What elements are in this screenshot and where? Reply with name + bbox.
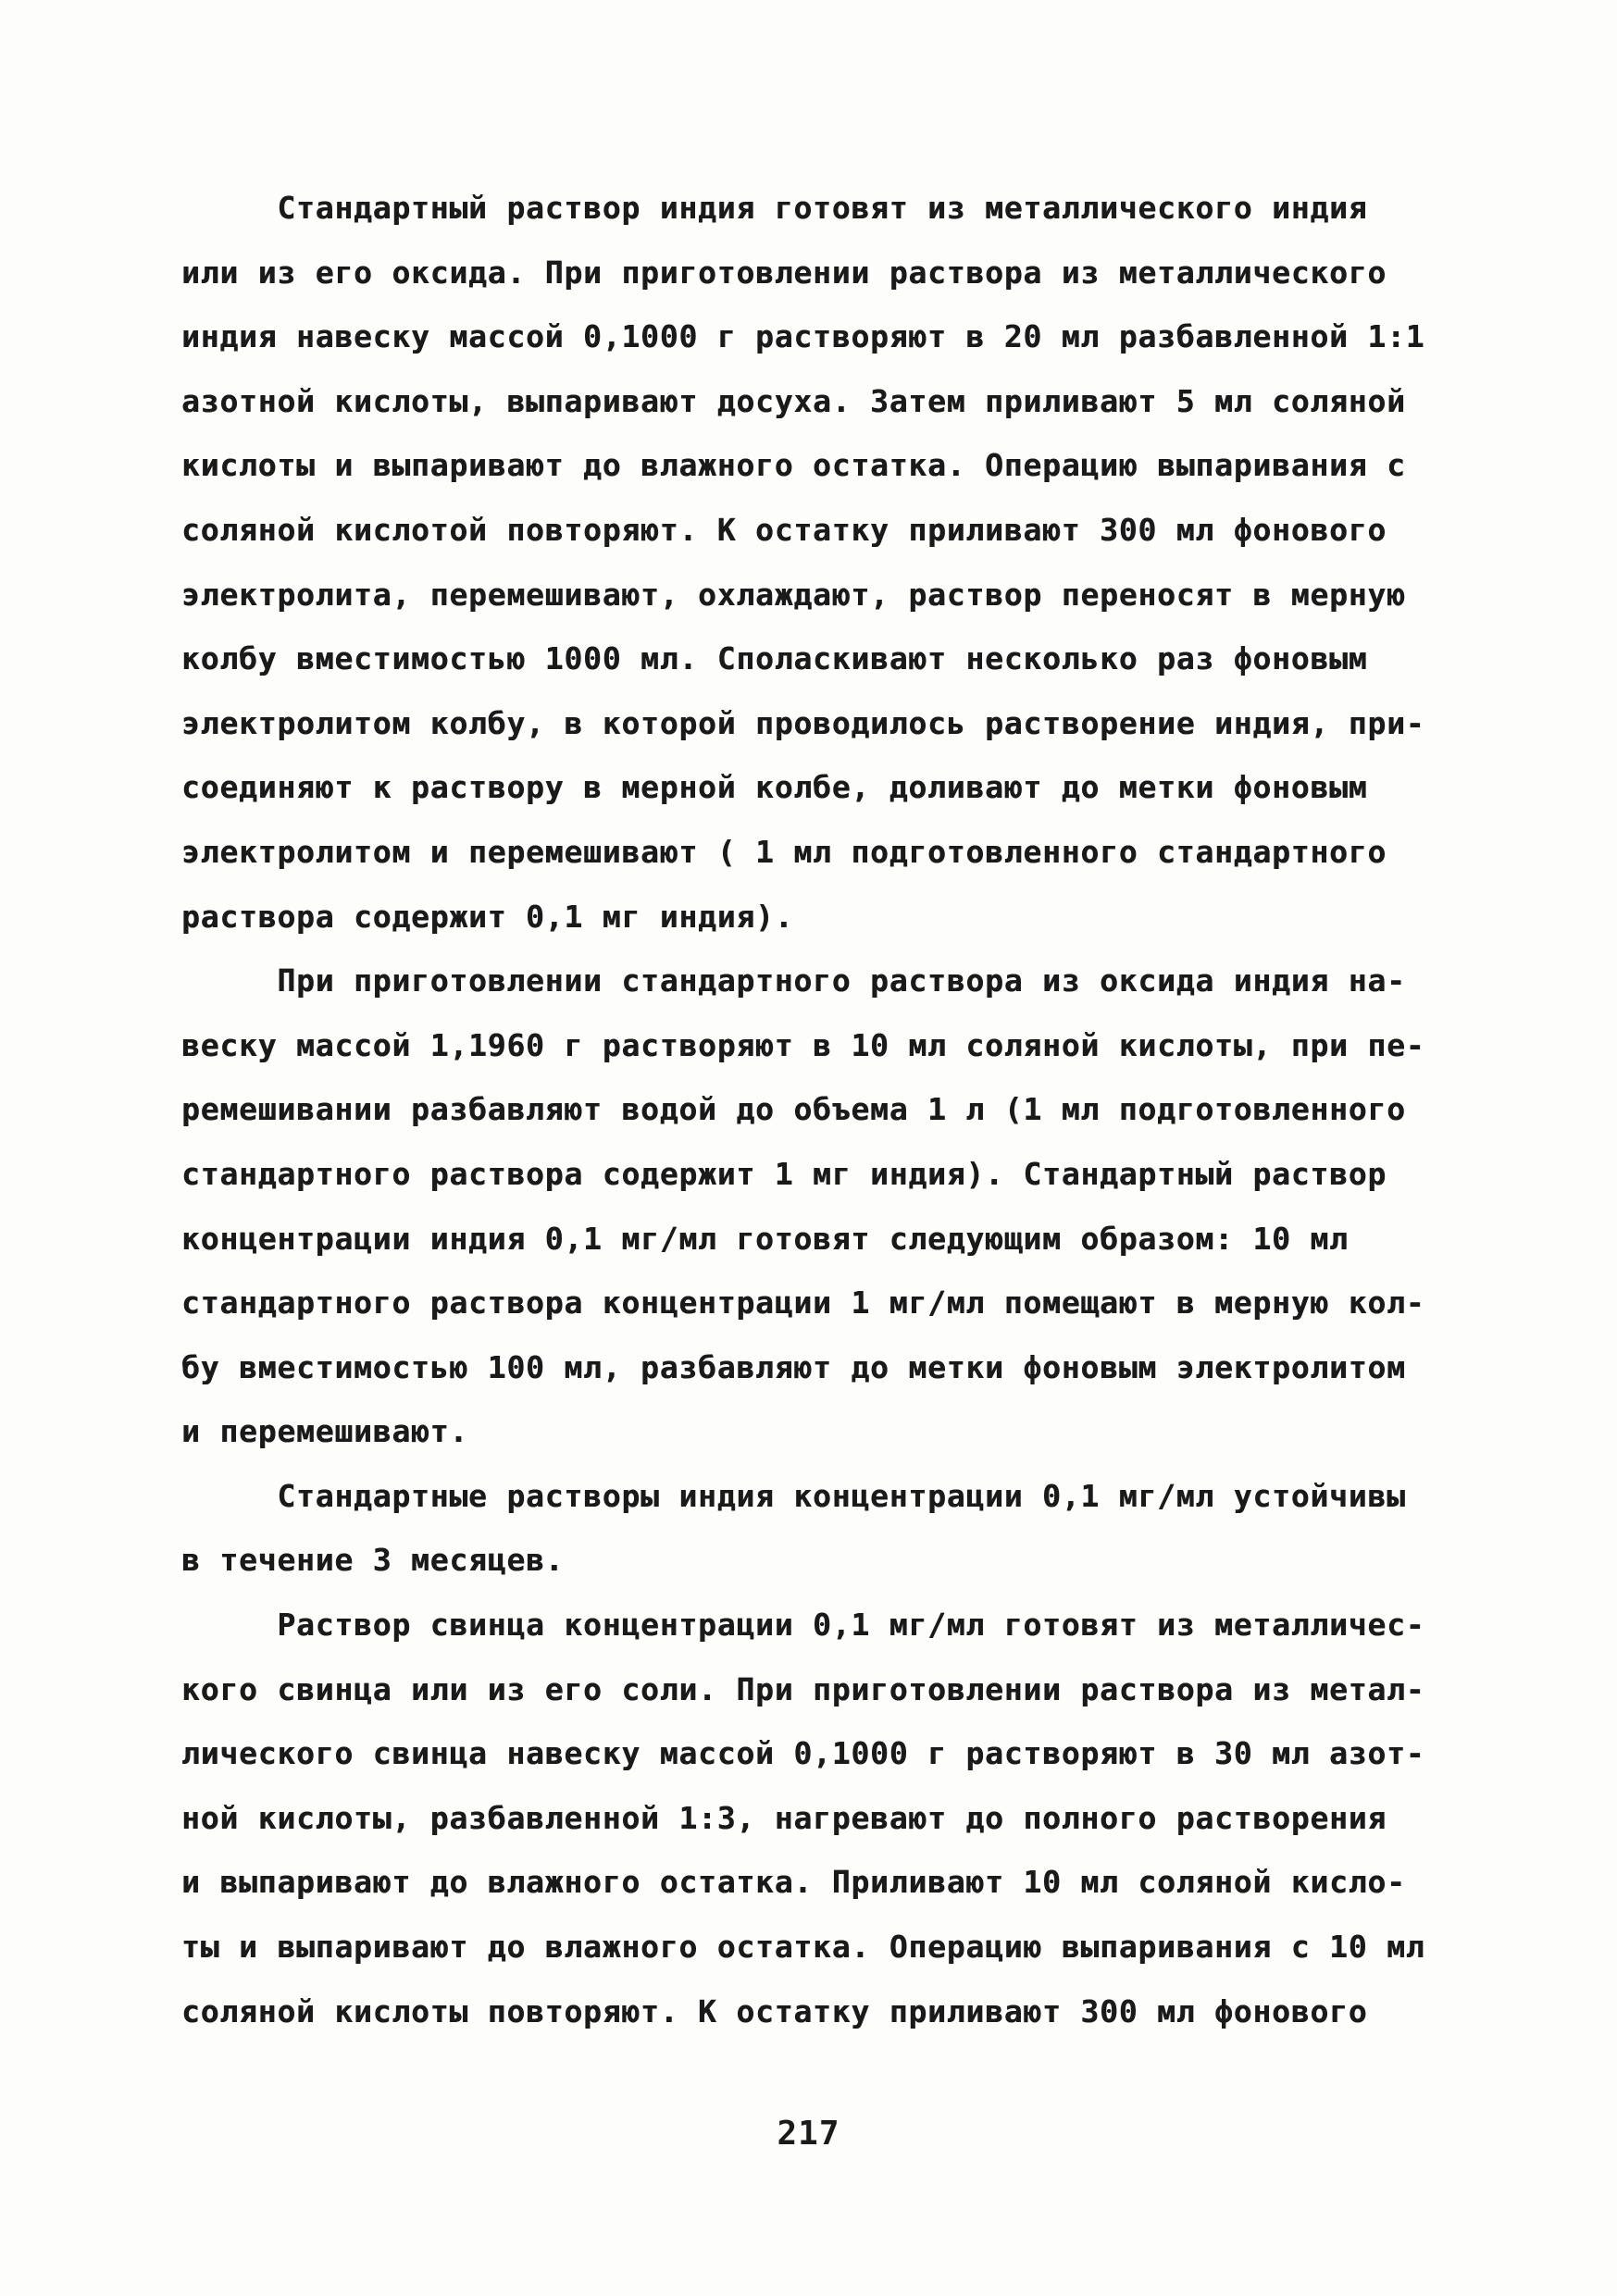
text-line: или из его оксида. При приготовлении раствора из металлического: [181, 254, 1387, 291]
text-line: и выпаривают до влажного остатка. Приливают 10 мл соляной кисло-: [181, 1864, 1406, 1901]
text-line: стандартного раствора содержит 1 мг индия). Стандартный раствор: [181, 1155, 1387, 1192]
text-line: стандартного раствора концентрации 1 мг/мл помещают в мерную кол-: [181, 1285, 1425, 1322]
text-line: кого свинца или из его соли. При приготовлении раствора из метал-: [181, 1670, 1425, 1707]
text-line: ремешивании разбавляют водой до объема 1 л (1 мл подготовленного: [181, 1091, 1406, 1128]
text-line: бу вместимостью 100 мл, разбавляют до метки фоновым электролитом: [181, 1348, 1406, 1385]
text-line: электролитом и перемешивают ( 1 мл подготовленного стандартного: [181, 833, 1387, 870]
page-number: 217: [777, 2115, 840, 2153]
body-text: [181, 176, 1496, 2043]
text-line: соляной кислотой повторяют. К остатку приливают 300 мл фонового: [181, 511, 1387, 548]
text-line: колбу вместимостью 1000 мл. Споласкивают несколько раз фоновым: [181, 640, 1368, 677]
text-line: азотной кислоты, выпаривают досуха. Затем приливают 5 мл соляной: [181, 382, 1406, 419]
text-line: При приготовлении стандартного раствора из оксида индия на-: [181, 962, 1406, 999]
text-line: соединяют к раствору в мерной колбе, доливают до метки фоновым: [181, 769, 1368, 806]
text-line: электролита, перемешивают, охлаждают, раствор переносят в мерную: [181, 576, 1406, 613]
text-line: Стандартные растворы индия концентрации 0,1 мг/мл устойчивы: [181, 1477, 1406, 1514]
text-line: ты и выпаривают до влажного остатка. Операцию выпаривания с 10 мл: [181, 1929, 1425, 1966]
text-line: Стандартный раствор индия готовят из металлического индия: [181, 190, 1368, 226]
text-line: соляной кислоты повторяют. К остатку приливают 300 мл фонового: [181, 1992, 1368, 2029]
text-line: и перемешивают.: [181, 1413, 469, 1450]
text-line: веску массой 1,1960 г растворяют в 10 мл соляной кислоты, при пе-: [181, 1026, 1425, 1063]
text-line: лического свинца навеску массой 0,1000 г растворяют в 30 мл азот-: [181, 1735, 1425, 1772]
text-line: индия навеску массой 0,1000 г растворяют в 20 мл разбавленной 1:1: [181, 318, 1425, 355]
text-line: концентрации индия 0,1 мг/мл готовят следующим образом: 10 мл: [181, 1220, 1349, 1257]
text-line: раствора содержит 0,1 мг индия).: [181, 898, 794, 935]
text-line: ной кислоты, разбавленной 1:3, нагревают до полного растворения: [181, 1799, 1387, 1836]
text-line: электролитом колбу, в которой проводилось растворение индия, при-: [181, 704, 1425, 741]
text-line: в течение 3 месяцев.: [181, 1542, 565, 1579]
text-line: Раствор свинца концентрации 0,1 мг/мл готовят из металличес-: [181, 1607, 1425, 1644]
text-line: кислоты и выпаривают до влажного остатка. Операцию выпаривания с: [181, 447, 1406, 484]
